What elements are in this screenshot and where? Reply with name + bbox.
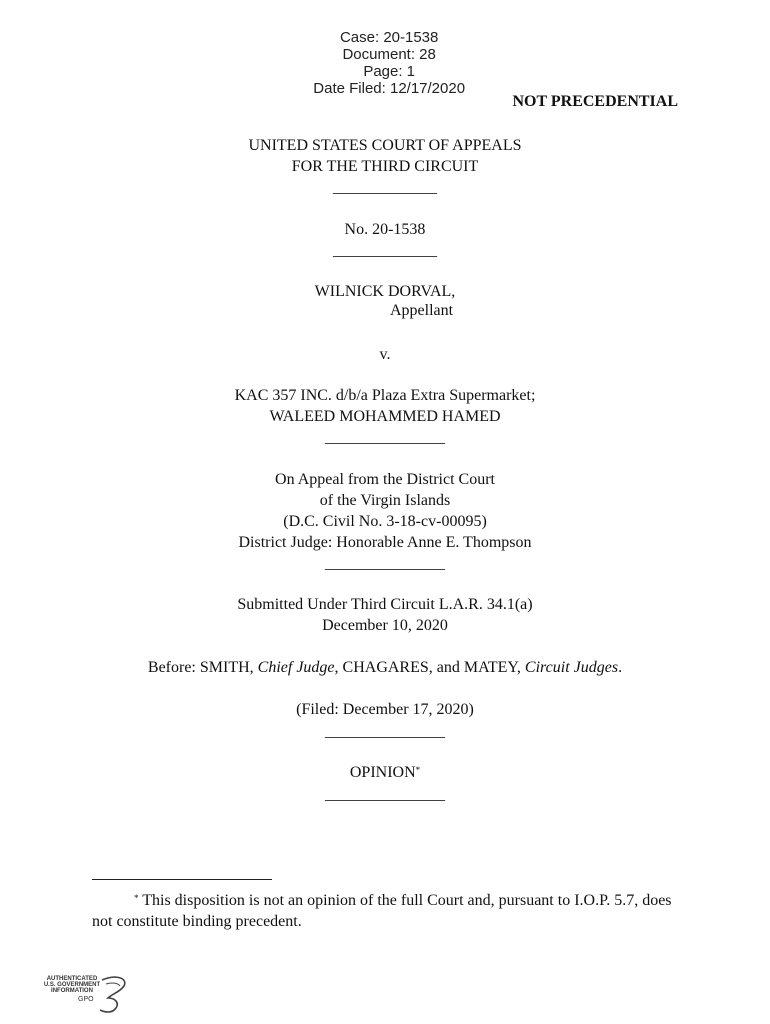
divider-rule: _______________ [325,723,445,740]
submitted-info [0,594,770,636]
chief-judge-title: Chief Judge [257,659,335,676]
opinion-title: OPINION [349,764,416,781]
appellees-line1: KAC 357 INC. d/b/a Plaza Extra Supermarket; [234,387,536,404]
panel-prefix: Before: SMITH, [147,659,258,676]
page-header [0,12,770,97]
gpo-logo-line1: AUTHENTICATED [46,976,98,982]
appeal-line4: District Judge: Honorable Anne E. Thompson [238,534,532,551]
opinion-heading [0,762,770,783]
page-number-header: Page: 1 [363,63,416,80]
document-number-header: Document: 28 [342,46,436,63]
footnote-line2: not constitute binding precedent. [92,913,302,930]
appellees-line2: WALEED MOHAMMED HAMED [269,408,501,425]
gpo-authentication-logo [42,972,132,1016]
versus: v. [379,346,391,363]
court-name-line2: FOR THE THIRD CIRCUIT [291,158,479,175]
footnote [92,890,692,932]
appeal-line3: (D.C. Civil No. 3-18-cv-00095) [283,513,487,530]
circuit-judges-title: Circuit Judges [524,659,619,676]
footnote-separator [92,879,272,880]
footnote-marker: * [134,893,139,903]
appellees [0,385,770,427]
panel-judges [0,657,770,678]
divider-rule: _____________ [333,179,437,196]
appeal-line1: On Appeal from the District Court [275,471,495,488]
appeal-line2: of the Virgin Islands [319,492,451,509]
case-number: No. 20-1538 [344,221,426,238]
date-filed-header: Date Filed: 12/17/2020 [313,80,466,97]
appellant-label: Appellant [390,302,454,319]
divider-rule: _____________ [333,242,437,259]
gpo-eagle-icon [42,972,132,1016]
gpo-logo-mark: GPO [78,996,94,1003]
case-number-header: Case: 20-1538 [339,29,439,46]
divider-rule: _______________ [325,555,445,572]
gpo-logo-line3: INFORMATION [51,988,93,994]
panel-suffix: . [618,659,623,676]
divider-rule: _______________ [325,429,445,446]
appellant-name: WILNICK DORVAL, [314,283,456,300]
footnote-marker: * [415,765,421,775]
filed-date: (Filed: December 17, 2020) [296,701,474,718]
divider-rule: _______________ [325,786,445,803]
gpo-logo-line2: U.S. GOVERNMENT [43,982,101,988]
footnote-line1: This disposition is not an opinion of the full Court and, pursuant to I.O.P. 5.7, does [142,892,672,909]
court-name-line1: UNITED STATES COURT OF APPEALS [248,137,522,154]
appeal-info [0,469,770,553]
court-name [0,135,770,177]
submitted-line2: December 10, 2020 [322,617,448,634]
not-precedential-label: NOT PRECEDENTIAL [512,93,678,110]
panel-middle: , CHAGARES, and MATEY, [334,659,525,676]
submitted-line1: Submitted Under Third Circuit L.A.R. 34.1(a) [237,596,533,613]
